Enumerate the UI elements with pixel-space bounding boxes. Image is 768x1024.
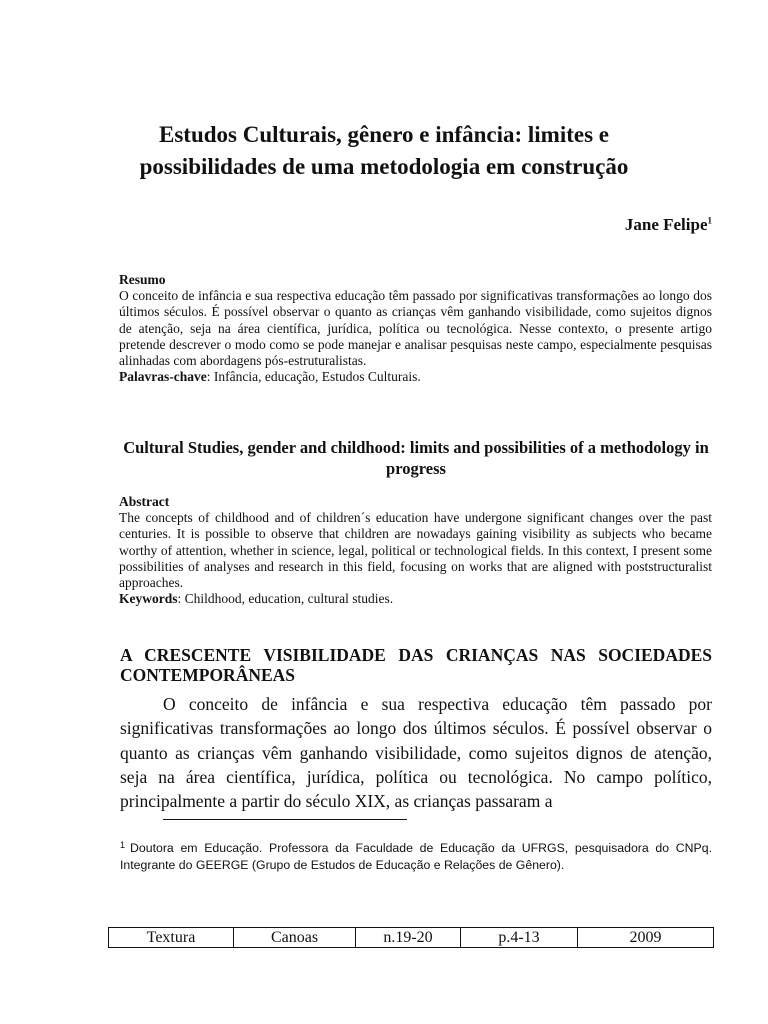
abstract-label: Abstract (119, 494, 170, 509)
palavras-chave-label: Palavras-chave (119, 369, 207, 385)
publication-info-table (108, 927, 714, 948)
article-title: Estudos Culturais, gênero e infância: limites e possibilidades de uma metodologia em construção (139, 122, 629, 179)
pages-cell: p.4-13 (461, 928, 578, 948)
abstract-text: The concepts of childhood and of children´s education have undergone significant changes over the past centuries. It is possible to observe that children are nowadays gaining visibility as subjects who became worthy of attention, whether in science, legal, political or technological fields. In this context, I present some possibilities of analyses and research in this field, focusing on works that are aligned with poststructuralist approaches. (119, 510, 712, 591)
resumo-text: O conceito de infância e sua respectiva educação têm passado por significativas transformações ao longo dos últimos séculos. É possível observar o quanto as crianças vêm ganhando visibilidade, como sujeitos dignos de atenção, seja na área científica, jurídica, política ou tecnológica. Nesse contexto, o presente artigo pretende descrever o modo como se pode manejar e analisar pesquisas neste campo, especialmente pesquisas alinhadas com abordagens pós-estruturalistas. (119, 288, 712, 369)
body-paragraph: O conceito de infância e sua respectiva educação têm passado por significativas transformações ao longo dos últimos séculos. É possível observar o quanto as crianças vêm ganhando visibilidade, como sujeitos dignos de atenção, seja na área científica, jurídica, política ou tecnológica. No campo político, principalmente a partir do século XIX, as crianças passaram a (120, 694, 712, 812)
abstract-section (119, 494, 712, 607)
english-title: Cultural Studies, gender and childhood: limits and possibilities of a methodology in progress (123, 438, 709, 478)
footnote-mark: 1 (120, 840, 126, 850)
footnote (120, 840, 712, 873)
resumo-label: Resumo (119, 272, 166, 287)
footnote-divider (163, 819, 407, 820)
journal-cell: Textura (109, 928, 234, 948)
palavras-chave-text: : Infância, educação, Estudos Culturais. (206, 369, 421, 385)
footnote-text: Doutora em Educação. Professora da Faculdade de Educação da UFRGS, pesquisadora do CNPq. Integrante do GEERGE (Grupo de Estudos de Educação e Relações de Gênero). (120, 841, 712, 872)
year-cell: 2009 (578, 928, 714, 948)
author-name: Jane Felipe (624, 215, 708, 234)
resumo-section (119, 272, 712, 385)
author-line (625, 215, 712, 235)
table-row (109, 928, 714, 948)
city-cell: Canoas (234, 928, 356, 948)
issue-cell: n.19-20 (356, 928, 461, 948)
author-footnote-mark: 1 (707, 215, 712, 226)
section-heading: A CRESCENTE VISIBILIDADE DAS CRIANÇAS NAS SOCIEDADES CONTEMPORÂNEAS (120, 645, 712, 685)
keywords-label: Keywords (119, 591, 178, 607)
keywords-text: : Childhood, education, cultural studies. (177, 591, 394, 607)
